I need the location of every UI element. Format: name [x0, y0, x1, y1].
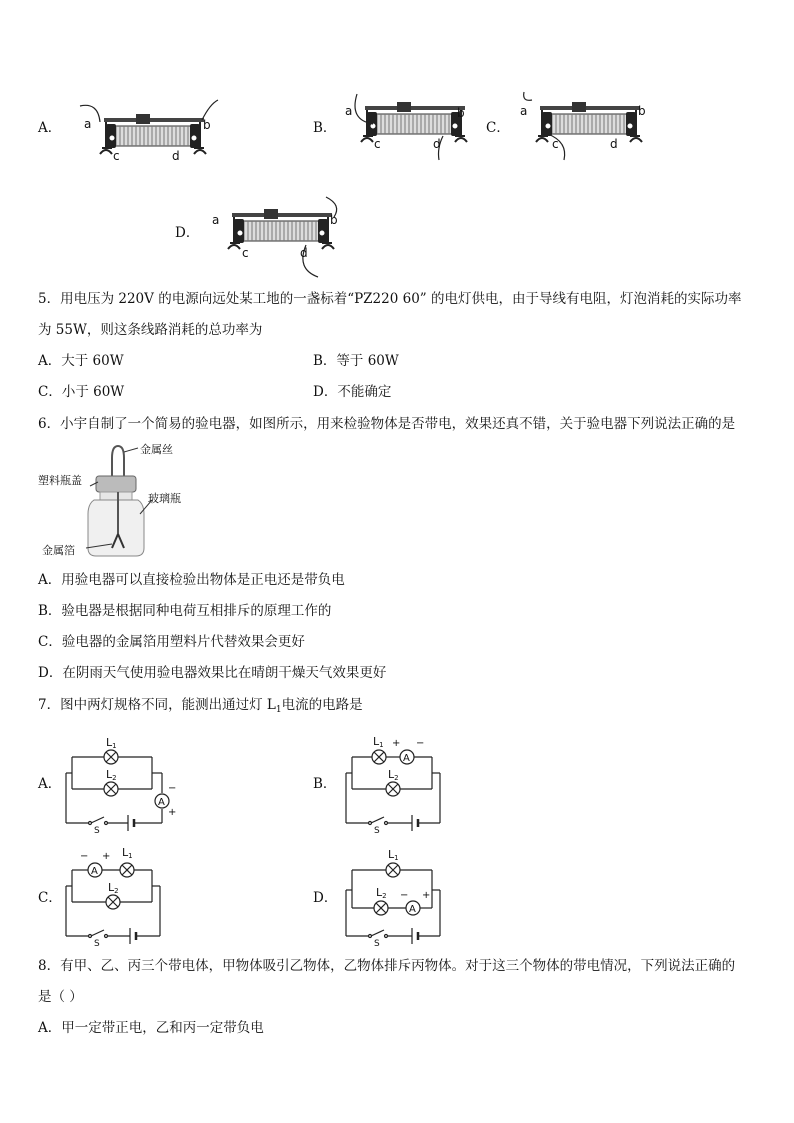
q7-circuit-d — [346, 846, 466, 949]
q7-circuit-a — [66, 733, 186, 836]
q7a-ammeter: A — [158, 797, 165, 808]
q7a-l2-label: L2 — [106, 768, 117, 782]
q7c-l2-label: L2 — [108, 881, 119, 895]
svg-text:+: + — [392, 738, 401, 749]
q4-d-terminal-b: b — [330, 213, 338, 227]
q7b-l2-label: L2 — [388, 768, 399, 782]
q4-a-terminal-c: c — [113, 149, 120, 163]
q7-option-d-label: D． — [313, 890, 338, 906]
q4-a-terminal-d: d — [172, 149, 180, 163]
label-metal-wire: 金属丝 — [140, 443, 173, 456]
svg-text:−: − — [168, 783, 177, 794]
q7-option-a-label: A． — [38, 776, 62, 792]
q6-option-d: D．在阴雨天气使用验电器效果比在晴朗干燥天气效果更好 — [38, 665, 387, 681]
q4-c-terminal-b: b — [638, 104, 646, 118]
q7d-switch-label: S — [374, 939, 380, 949]
q4-b-terminal-a: a — [345, 104, 353, 118]
q4-b-terminal-c: c — [374, 137, 381, 151]
label-glass-bottle: 玻璃瓶 — [148, 492, 181, 505]
q4-rheostat-a-figure — [80, 100, 220, 170]
q7d-l2-label: L2 — [376, 886, 387, 900]
q7d-l1-label: L1 — [388, 848, 399, 862]
q7b-switch-label: S — [374, 826, 380, 836]
q5-option-d: D．不能确定 — [313, 384, 392, 400]
q7-circuit-b — [346, 733, 466, 836]
electroscope-figure — [38, 440, 198, 565]
svg-text:−: − — [80, 851, 89, 862]
q4-option-b-label: B． — [313, 120, 337, 136]
q7-stem: 7．图中两灯规格不同，能测出通过灯 $L_1$电流的电路是 — [38, 697, 363, 715]
label-metal-foil: 金属箔 — [42, 544, 75, 557]
q5-option-b: B．等于 60W — [313, 353, 399, 369]
q4-c-terminal-d: d — [610, 137, 618, 151]
svg-text:+: + — [422, 890, 431, 901]
q7a-switch-label: S — [94, 826, 100, 836]
q6-option-a: A．用验电器可以直接检验出物体是正电还是带负电 — [38, 572, 345, 588]
q4-rheostat-d-figure — [210, 195, 350, 280]
q4-a-terminal-b: b — [203, 118, 211, 132]
q4-b-terminal-d: d — [433, 137, 441, 151]
q7d-ammeter: A — [409, 904, 416, 915]
q4-rheostat-c-figure — [518, 90, 658, 165]
q8-stem-line2: 是（ ） — [38, 989, 83, 1005]
q8-stem-line1: 8．有甲、乙、丙三个带电体，甲物体吸引乙物体，乙物体排斥丙物体。对于这三个物体的带电情况，下列说法正确的 — [38, 958, 736, 974]
q7-option-c-label: C． — [38, 890, 62, 906]
q5-option-a: A．大于 60W — [38, 353, 124, 369]
q5-stem-line2: 为 55W，则这条线路消耗的总功率为 — [38, 322, 263, 338]
q5-stem-line1: 5．用电压为 220V 的电源向远处某工地的一盏标着“PZ220 60” 的电灯供电，由于导线有电阻，灯泡消耗的实际功率 — [38, 291, 742, 307]
q6-stem: 6．小宇自制了一个简易的验电器，如图所示，用来检验物体是否带电，效果还真不错，关于验电器下列说法正确的是 — [38, 416, 736, 432]
q6-option-c: C．验电器的金属箔用塑料片代替效果会更好 — [38, 634, 305, 650]
q7-option-b-label: B． — [313, 776, 337, 792]
q7a-l1-label: L1 — [106, 736, 117, 750]
q7c-ammeter: A — [91, 866, 98, 877]
svg-text:+: + — [168, 807, 177, 818]
q4-c-terminal-a: a — [520, 104, 528, 118]
svg-text:−: − — [416, 738, 425, 749]
q4-option-d-label: D． — [175, 225, 200, 241]
q4-option-c-label: C． — [486, 120, 510, 136]
q4-d-terminal-c: c — [242, 246, 249, 260]
q8-option-a: A．甲一定带正电，乙和丙一定带负电 — [38, 1020, 264, 1036]
q7-circuit-c — [66, 846, 186, 949]
svg-text:+: + — [102, 851, 111, 862]
q7b-ammeter: A — [403, 753, 410, 764]
label-plastic-cap: 塑料瓶盖 — [38, 474, 82, 487]
q7c-switch-label: S — [94, 939, 100, 949]
q6-option-b: B．验电器是根据同种电荷互相排斥的原理工作的 — [38, 603, 332, 619]
q4-d-terminal-a: a — [212, 213, 220, 227]
q4-d-terminal-d: d — [300, 246, 308, 260]
q4-a-terminal-a: a — [84, 117, 92, 131]
q4-b-terminal-b: b — [457, 106, 465, 120]
q4-c-terminal-c: c — [552, 137, 559, 151]
q7b-l1-label: L1 — [373, 735, 384, 749]
svg-text:−: − — [400, 890, 409, 901]
q5-option-c: C．小于 60W — [38, 384, 125, 400]
q7c-l1-label: L1 — [122, 846, 133, 860]
q4-option-a-label: A． — [38, 120, 62, 136]
q4-rheostat-b-figure — [343, 90, 483, 165]
